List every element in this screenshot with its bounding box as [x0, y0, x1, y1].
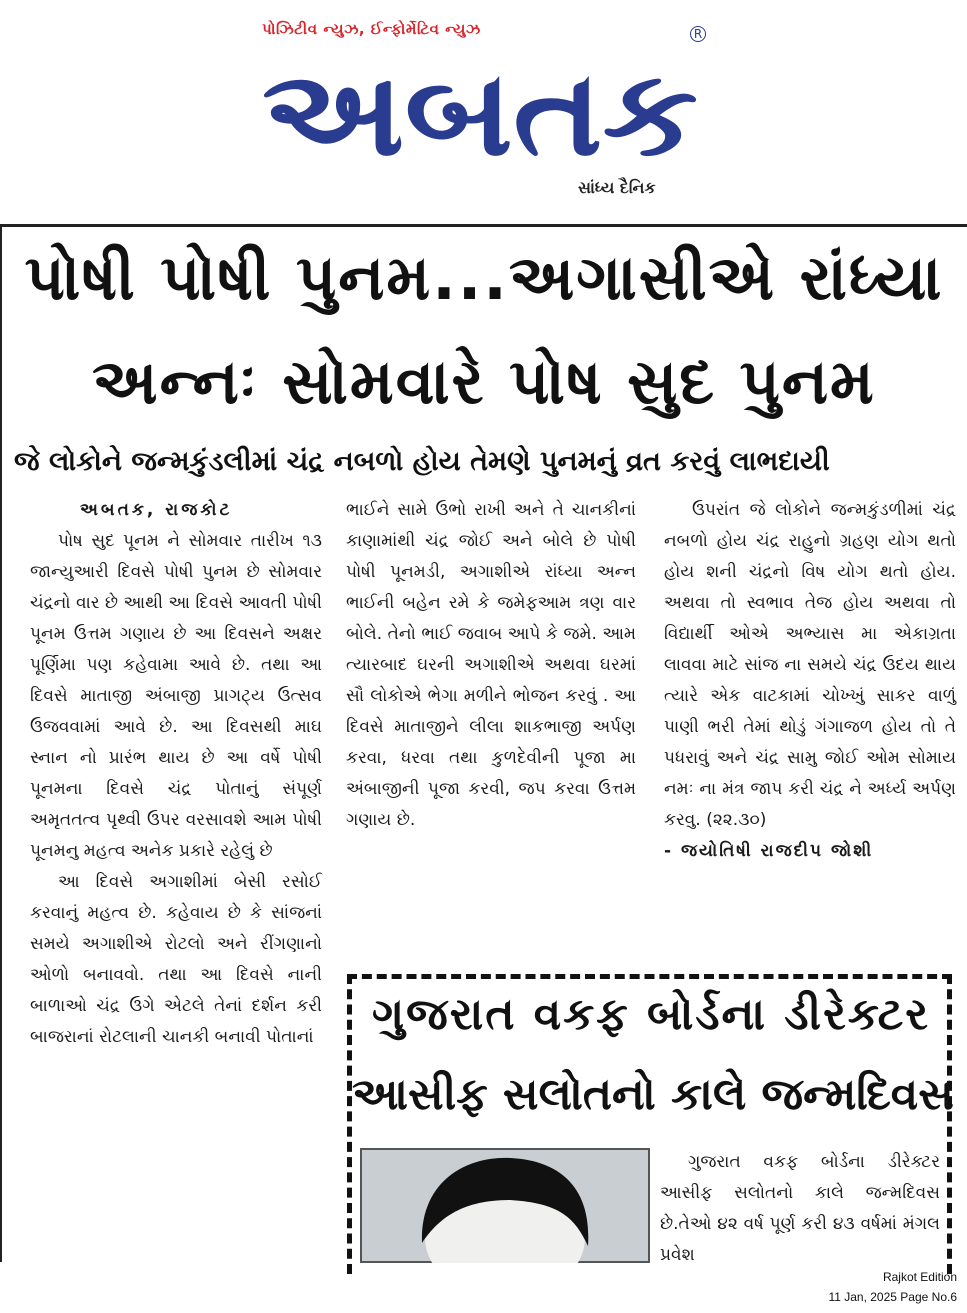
byline: - જયોતિષી રાજદીપ જોશી: [664, 841, 874, 861]
article-paragraph: ઉપરાંત જે લોકોને જન્મકુંડળીમાં ચંદ્ર નબળો હોય ચંદ્ર રાહુનો ગ્રહણ યોગ થતો હોય શની ચંદ્રનો વિષ યોગ થતો હોય. અથવા તો સ્વભાવ તેજ હોય અથવા તો વિદ્યાર્થી ઓએ અભ્યાસ મા એકાગ્રતા લાવવા માટે સાંજ ના સમયે ચંદ્ર ઉદય થાય ત્યારે એક વાટકામાં ચોખ્ખું સાકર વાળું પાણી ભરી તેમાં થોડું ગંગાજળ હોય તો તે પધરાવું અને ચંદ્ર સામુ જોઈ ઓમ સોમાય નમઃ ના મંત્ર જાપ કરી ચંદ્ર ને અર્ધ્ય અર્પણ કરવુ. (૨૨.૩૦): [664, 500, 956, 830]
subheadline: જે લોકોને જન્મકુંડલીમાં ચંદ્ર નબળો હોય તેમણે પુનમનું વ્રત કરવું લાભદાયી: [14, 446, 830, 477]
page-info: 11 Jan, 2025 Page No.6: [828, 1290, 957, 1304]
left-column-rule: [0, 227, 2, 1262]
article-column-2: [346, 495, 636, 836]
article-paragraph: ભાઈને સામે ઉભો રાખી અને તે ચાનકીનાં કાણામાંથી ચંદ્ર જોઈ અને બોલે છે પોષી પોષી પૂનમડી, અગાશીએ રાંધ્યા અન્ન ભાઈની બહેન રમે કે જમેફઆમ ત્રણ વાર બોલે. તેનો ભાઈ જવાબ આપે કે જમે. આમ ત્યારબાદ ઘરની અગાશીએ અથવા ઘરમાં સૌ લોકોએ ભેગા મળીને ભોજન કરવું . આ દિવસે માતાજીને લીલા શાકભાજી અર્પણ કરવા, ધરવા તથા કુળદેવીની પૂજા મા અંબાજીની પૂજા કરવી, જપ કરવા ઉત્તમ ગણાય છે.: [346, 500, 636, 830]
article-column-3: [664, 495, 956, 867]
box-headline-line-2: આસીફ સલોતનો કાલે જન્મદિવસ: [352, 1069, 954, 1120]
logo-text: અબતક: [262, 44, 698, 182]
box-story-paragraph: ગુજરાત વકફ બોર્ડના ડીરેક્ટર આસીફ સલોતનો કાલે જન્મદિવસ છે.તેઓ ૪૨ વર્ષ પૂર્ણ કરી ૪૩ વર્ષમાં મંગલ પ્રવેશ: [660, 1152, 940, 1265]
masthead-subtitle: સાંધ્ય દૈનિક: [578, 178, 656, 197]
box-story-body: [660, 1147, 940, 1271]
newspaper-logo: [258, 36, 703, 186]
headline-line-2: અન્નઃ સોમવારે પોષ સુદ પુનમ: [92, 345, 876, 418]
masthead-tagline: પોઝિટીવ ન્યુઝ, ઈન્ફોર્મેટિવ ન્યુઝ: [262, 20, 481, 38]
dateline: અબતક, રાજકોટ: [80, 500, 233, 520]
edition-label: Rajkot Edition: [882, 1270, 957, 1284]
person-photo: [360, 1148, 650, 1263]
article-column-1: [30, 495, 322, 1053]
headline-line-1: પોષી પોષી પુનમ...અગાસીએ રાંધ્યા: [24, 241, 944, 314]
box-headline-line-1: ગુજરાત વકફ બોર્ડના ડીરેક્ટર: [372, 989, 930, 1040]
article-paragraph: પોષ સુદ પૂનમ ને સોમવાર તારીખ ૧૩ જાન્યુઆરી દિવસે પોષી પુનમ છે સોમવાર ચંદ્રનો વાર છે આથી આ દિવસે આવતી પોષી પૂનમ ઉત્તમ ગણાય છે આ દિવસને અક્ષર પૂર્ણિમા પણ કહેવામા આવે છે. તથા આ દિવસે માતાજી અંબાજી પ્રાગટ્ય ઉત્સવ ઉજવવામાં આવે છે. આ દિવસથી માઘ સ્નાન નો પ્રારંભ થાય છે આ વર્ષે પોષી પૂનમના દિવસે ચંદ્ર પોતાનું સંપૂર્ણ અમૃતતત્વ પૃથ્વી ઉપર વરસાવશે આમ પોષી પૂનમનુ મહત્વ અનેક પ્રકારે રહેલું છે: [30, 531, 322, 861]
registered-mark-icon: R: [690, 26, 706, 42]
article-paragraph: આ દિવસે અગાશીમાં બેસી રસોઈ કરવાનું મહત્વ છે. કહેવાય છે કે સાંજનાં સમયે અગાશીએ રોટલો અને રીંગણાનો ઓળો બનાવવો. તથા આ દિવસે નાની બાળાઓ ચંદ્ર ઉગે એટલે તેનાં દર્શન કરી બાજરાનાં રોટલાની ચાનકી બનાવી પોતાનાં: [30, 872, 322, 1047]
masthead-divider: [0, 224, 967, 227]
